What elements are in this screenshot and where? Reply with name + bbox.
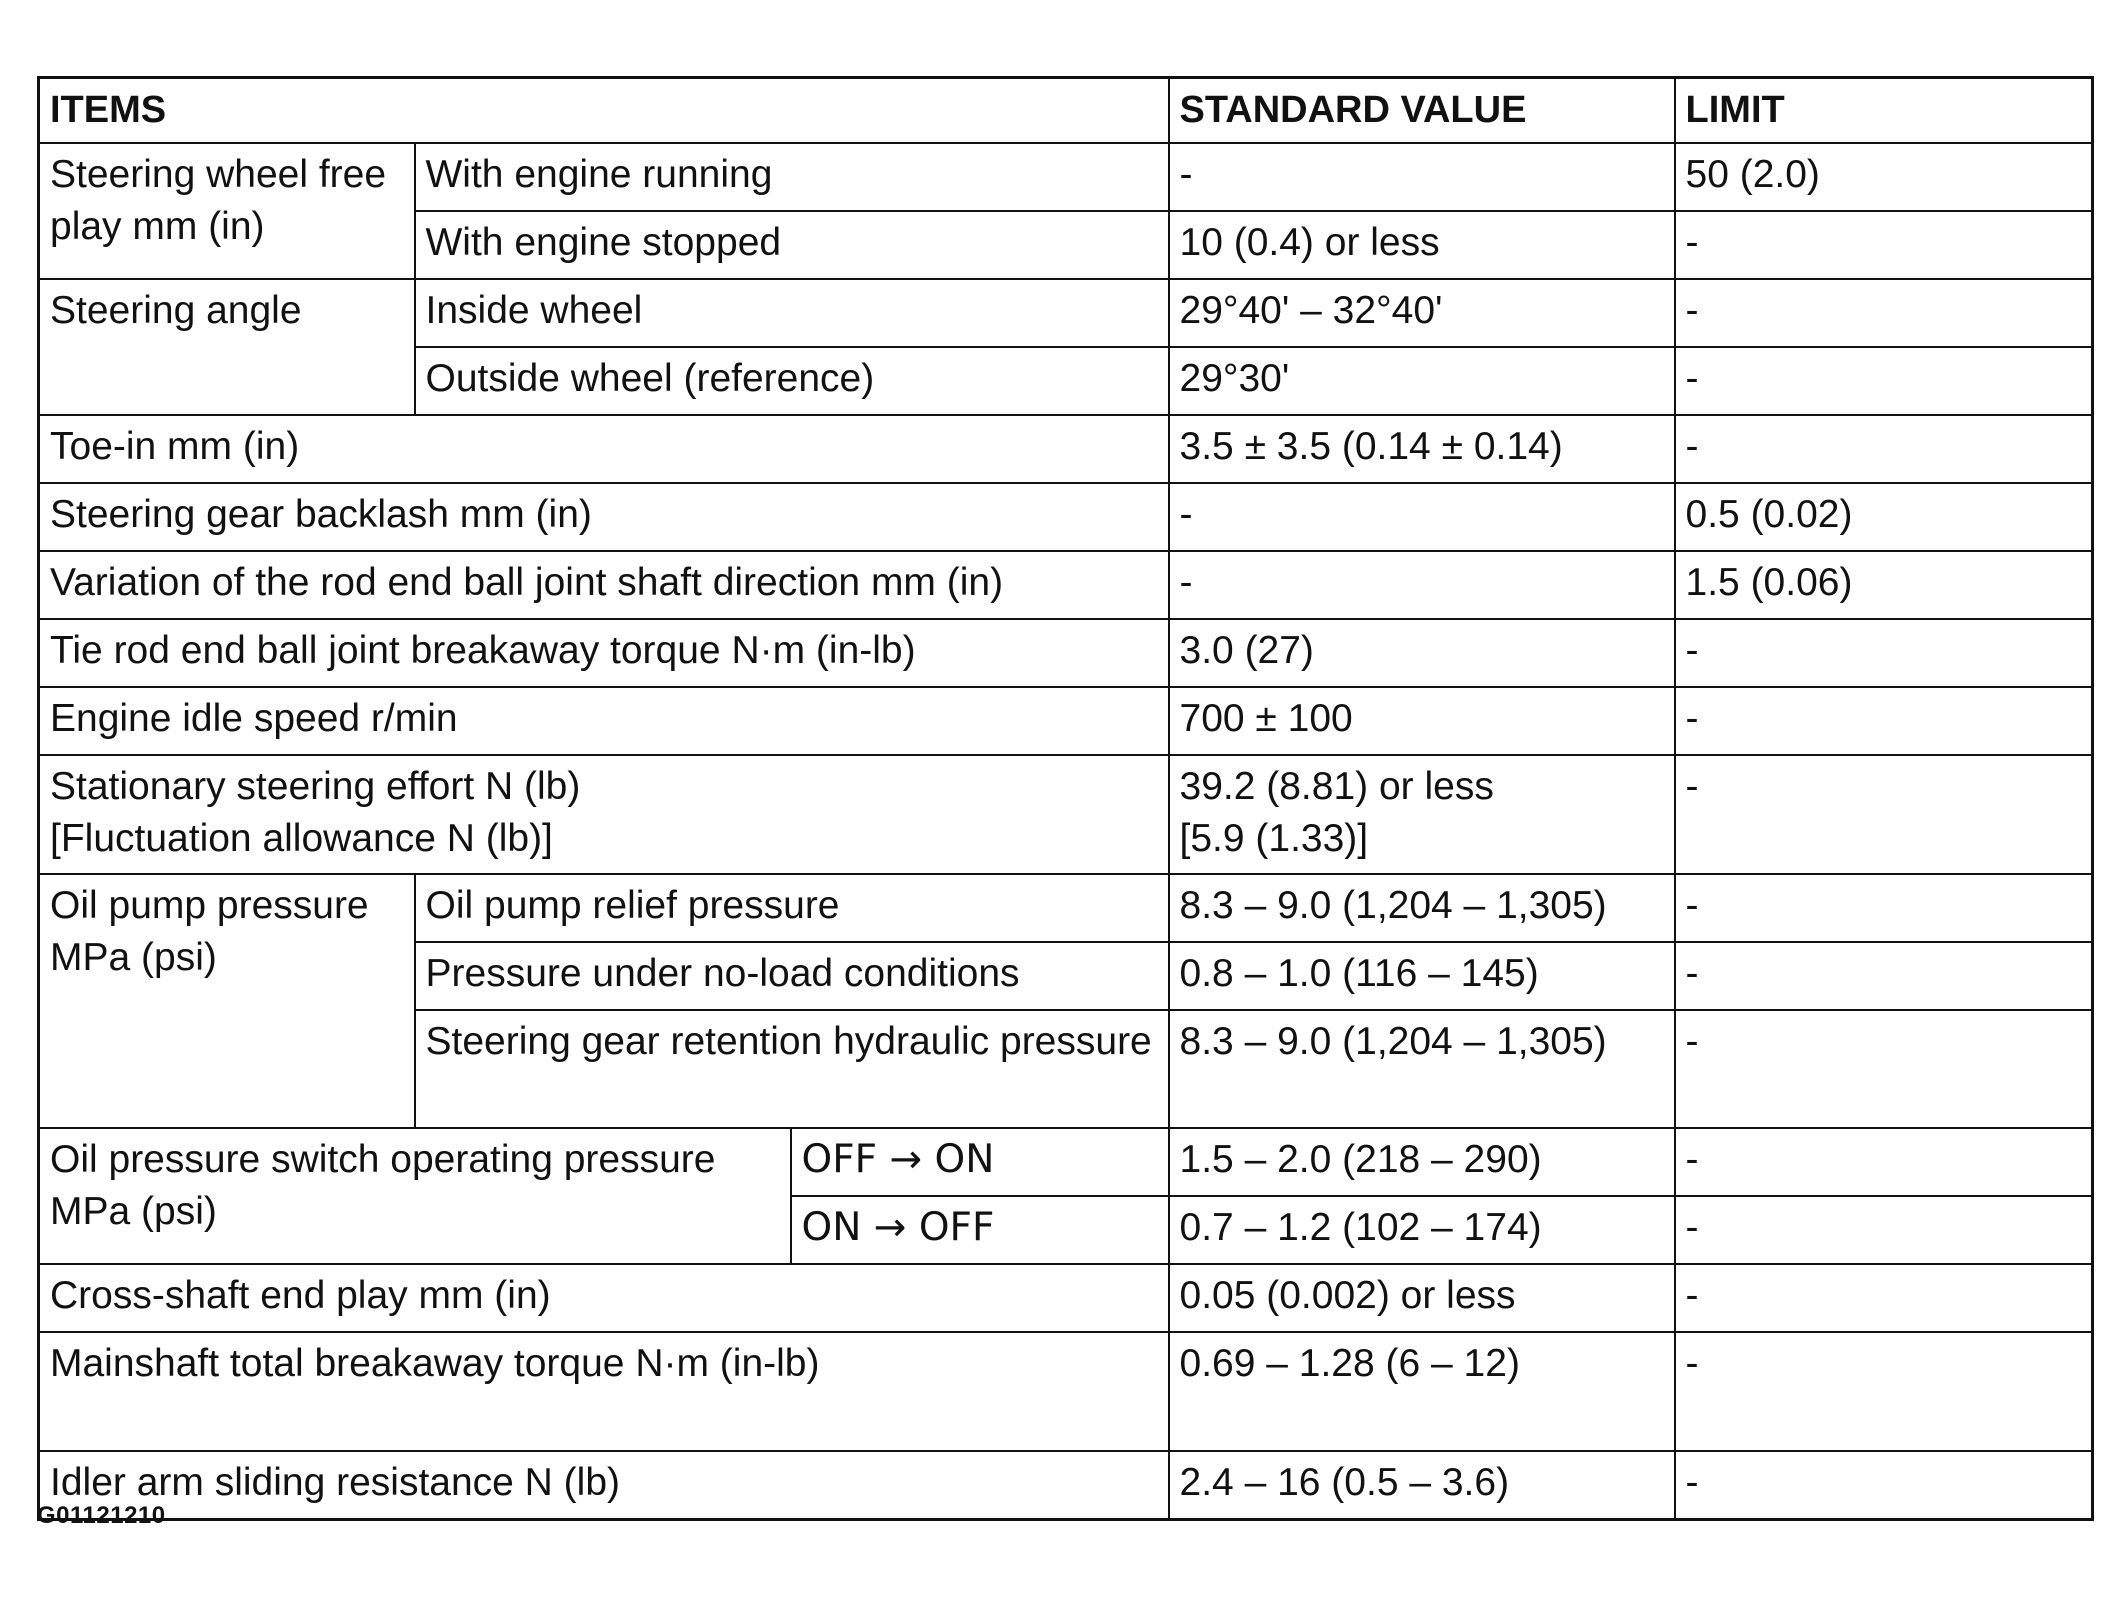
item-line: Stationary steering effort N (lb) [50,765,581,808]
table-row [39,551,2093,619]
table-row [39,143,2093,211]
limit-value: - [1675,1128,2093,1196]
subitem-relief-pressure: Oil pump relief pressure [415,874,1169,942]
std-value: 29°30' [1169,347,1675,415]
table-row [39,279,2093,347]
std-value: 3.0 (27) [1169,619,1675,687]
limit-value: - [1675,755,2093,874]
item-oil-pressure-switch: Oil pressure switch operating pressure MPa (psi) [39,1128,791,1264]
std-value: - [1169,483,1675,551]
limit-value: - [1675,415,2093,483]
item-gear-backlash: Steering gear backlash mm (in) [39,483,1169,551]
std-line: 39.2 (8.81) or less [1179,765,1494,808]
std-value: 1.5 – 2.0 (218 – 290) [1169,1128,1675,1196]
subitem-no-load-pressure: Pressure under no-load conditions [415,942,1169,1010]
std-value: 0.05 (0.002) or less [1169,1264,1675,1332]
subitem-engine-stopped: With engine stopped [415,211,1169,279]
item-line: [Fluctuation allowance N (lb)] [50,817,553,860]
limit-value: - [1675,1332,2093,1451]
subitem-off-on: OFF → ON [791,1128,1169,1196]
subitem-inside-wheel: Inside wheel [415,279,1169,347]
limit-value: - [1675,1196,2093,1264]
table-row [39,483,2093,551]
limit-value: - [1675,279,2093,347]
item-idler-arm: Idler arm sliding resistance N (lb) [39,1451,1169,1520]
std-value: 2.4 – 16 (0.5 – 3.6) [1169,1451,1675,1520]
limit-value: - [1675,211,2093,279]
std-line: [5.9 (1.33)] [1179,817,1369,860]
item-mainshaft-torque: Mainshaft total breakaway torque N·m (in-lb) [39,1332,1169,1451]
table-row [39,755,2093,874]
header-limit: LIMIT [1675,78,2093,144]
limit-value: - [1675,347,2093,415]
table-row [39,1451,2093,1520]
std-value: 0.8 – 1.0 (116 – 145) [1169,942,1675,1010]
table-row [39,874,2093,942]
std-value: 8.3 – 9.0 (1,204 – 1,305) [1169,874,1675,942]
table-row [39,1128,2093,1196]
item-stationary-effort [39,755,1169,874]
item-steering-angle: Steering angle [39,279,415,415]
std-value: - [1169,143,1675,211]
subitem-engine-running: With engine running [415,143,1169,211]
item-cross-shaft: Cross-shaft end play mm (in) [39,1264,1169,1332]
subitem-on-off: ON → OFF [791,1196,1169,1264]
item-steering-wheel-free-play: Steering wheel free play mm (in) [39,143,415,279]
subitem-retention-pressure: Steering gear retention hydraulic pressure [415,1010,1169,1128]
std-value: 3.5 ± 3.5 (0.14 ± 0.14) [1169,415,1675,483]
table-row [39,619,2093,687]
limit-value: - [1675,1264,2093,1332]
table-row [39,1264,2093,1332]
std-value [1169,755,1675,874]
std-value: 0.7 – 1.2 (102 – 174) [1169,1196,1675,1264]
item-tie-rod-torque: Tie rod end ball joint breakaway torque N·m (in-lb) [39,619,1169,687]
specification-table [37,76,2094,1521]
limit-value: - [1675,1451,2093,1520]
limit-value: 1.5 (0.06) [1675,551,2093,619]
limit-value: - [1675,619,2093,687]
figure-id: G01121210 [37,1502,166,1529]
table-row [39,415,2093,483]
table-row [39,1332,2093,1451]
item-idle-speed: Engine idle speed r/min [39,687,1169,755]
item-oil-pump-pressure: Oil pump pressure MPa (psi) [39,874,415,1128]
limit-value: - [1675,942,2093,1010]
header-row [39,78,2093,144]
header-items: ITEMS [39,78,1169,144]
header-standard-value: STANDARD VALUE [1169,78,1675,144]
limit-value: - [1675,874,2093,942]
subitem-outside-wheel: Outside wheel (reference) [415,347,1169,415]
table-row [39,687,2093,755]
item-toe-in: Toe-in mm (in) [39,415,1169,483]
std-value: 29°40' – 32°40' [1169,279,1675,347]
std-value: 700 ± 100 [1169,687,1675,755]
std-value: 0.69 – 1.28 (6 – 12) [1169,1332,1675,1451]
limit-value: 0.5 (0.02) [1675,483,2093,551]
std-value: 8.3 – 9.0 (1,204 – 1,305) [1169,1010,1675,1128]
limit-value: - [1675,687,2093,755]
item-rod-end-variation: Variation of the rod end ball joint shaft direction mm (in) [39,551,1169,619]
std-value: - [1169,551,1675,619]
limit-value: - [1675,1010,2093,1128]
limit-value: 50 (2.0) [1675,143,2093,211]
std-value: 10 (0.4) or less [1169,211,1675,279]
